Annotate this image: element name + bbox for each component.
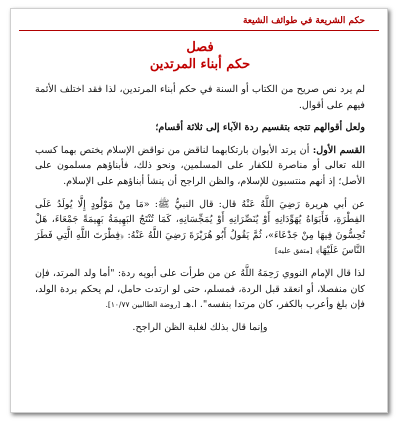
hadith-paragraph [35, 197, 365, 259]
page-body [35, 39, 365, 342]
hadith-source: [متفق عليه] [274, 246, 313, 256]
section-one-paragraph [35, 143, 365, 190]
section-one-text: أن يرتد الأبوان بارتكابهما لناقض من نواقض الإسلام يختص بهما كسب الله تعالى أو مناصرة للكفار على المسلمين، ونحو ذلك، فأبناؤهم مسلمون على الأصل؛ إذ أنهم منتسبون للإسلام، والظن الراجح أن ينشأ أبناؤهم على الإسلام. [35, 144, 365, 187]
closing-line: وإنما قال بذلك لغلبة الظن الراجح. [132, 321, 268, 333]
section-one-label: القسم الأول: [312, 144, 365, 156]
nawawi-quote: لذا قال الإمام النووي رَحِمَهُ اللَّهُ عن من طرأت على أبويه ردة: "أما ولد المرتد، فإن كان منفصلا، أو انعقد قبل الردة، فمسلم، حتى لو ارتدت حامل، لم يحكم بردة الولد، فإن بلغ وأعرب بالكفر، كان مرتدا بنفسه". ا.هـ [35, 267, 365, 311]
hadith-text: عن أبي هريرة رَضِيَ اللَّهُ عَنْهُ قال: قال النبيُّ ﷺ: «مَا مِنْ مَوْلُودٍ إِلَّا يُولَدُ عَلَى الفِطْرَةِ، فَأَبَوَاهُ يُهَوِّدَانِهِ أَوْ يُنَصِّرَانِهِ أَوْ يُمَجِّسَانِهِ، كَمَا تُنْتَجُ البَهِيمَةُ بَهِيمَةً جَمْعَاءَ، هَلْ تُحِسُّونَ فِيهَا مِنْ جَدْعَاءَ»، ثُمَّ يَقُولُ أَبُو هُرَيْرَةَ رَضِيَ اللَّهُ عَنْهُ: ﴿فِطْرَتَ اللَّهِ الَّتِي فَطَرَ النَّاسَ عَلَيْهَا﴾ [35, 198, 365, 257]
nawawi-source: [روضة الطالبين ١٠/٧٧]. [105, 300, 181, 310]
nawawi-paragraph [35, 266, 365, 313]
running-header: حكم الشريعة في طوائف الشيعة [242, 16, 365, 26]
subheading: ولعل أقوالهم تتجه بتقسيم ردة الآباء إلى ثلاثة أقسام؛ [155, 122, 365, 134]
page-title: حكم أبناء المرتدين [149, 57, 251, 72]
chapter-heading: فصل [186, 40, 214, 55]
document-page [10, 8, 388, 413]
intro-paragraph: لم يرد نص صريح من الكتاب أو السنة في حكم أبناء المرتدين، لذا فقد اختلف الأئمة فيهم على أقوال. [35, 84, 365, 111]
header-divider [19, 30, 379, 31]
